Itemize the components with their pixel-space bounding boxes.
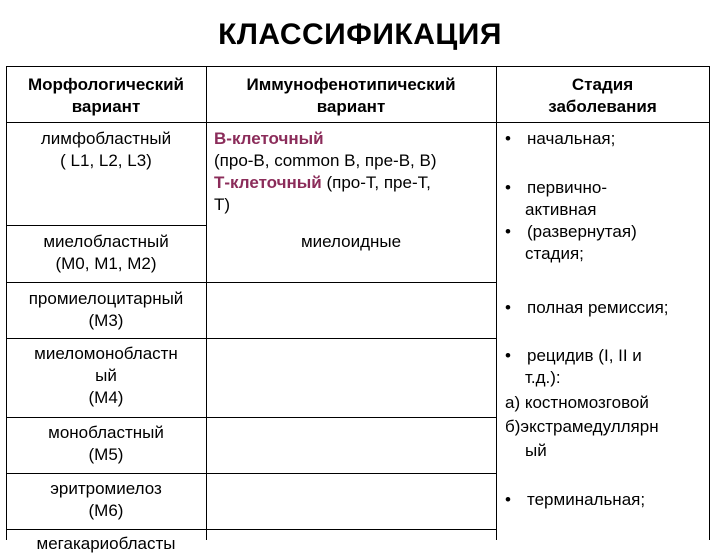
morph-cell-megakaryoblastic: мегакариобласты	[36, 534, 176, 553]
row-divider	[6, 282, 496, 283]
morph-cell-promyelocytic: промиелоцитарный (М3)	[28, 289, 184, 330]
row-divider	[6, 473, 496, 474]
row-divider	[6, 529, 496, 530]
header-morphological: Морфологический вариант	[28, 75, 184, 116]
immuno-t-cell-detail: (про-Т, пре-Т,	[321, 173, 431, 192]
row-divider	[6, 417, 496, 418]
row-divider	[6, 338, 496, 339]
table-right-border	[709, 66, 710, 540]
bullet-icon: •	[505, 346, 511, 365]
morph-cell-monoblastic: монобластный (М5)	[48, 423, 164, 464]
morph-cell-lymphoblastic: лимфобластный ( L1, L2, L3)	[40, 129, 172, 170]
immuno-myeloid: миелоидные	[300, 232, 402, 251]
header-bottom-border	[6, 122, 709, 123]
stage-relapse-extramedullary: б)экстрамедуллярн	[505, 417, 659, 436]
morph-cell-erythromyelosis: эритромиелоз (М6)	[50, 479, 162, 520]
header-immunophenotypic: Иммунофенотипический вариант	[246, 75, 456, 116]
bullet-icon: •	[505, 490, 511, 509]
stage-expanded-cont: стадия;	[525, 244, 584, 263]
morph-cell-myelomonoblastic: миеломонобластн ый (М4)	[34, 344, 178, 407]
immuno-t-cell-detail-cont: Т)	[214, 195, 231, 214]
bullet-icon: •	[505, 222, 511, 241]
bullet-icon: •	[505, 178, 511, 197]
page-title: КЛАССИФИКАЦИЯ	[218, 18, 502, 51]
immuno-t-cell-label: Т-клеточный	[214, 173, 322, 192]
column-divider	[496, 66, 497, 540]
header-stage: Стадия заболевания	[548, 75, 657, 116]
stage-primary-active-cont: активная	[525, 200, 597, 219]
bullet-icon: •	[505, 129, 511, 148]
immuno-b-cell-detail: (про-В, common B, пре-В, В)	[214, 151, 437, 170]
stage-relapse-extramedullary-cont: ый	[525, 441, 547, 460]
morph-cell-myeloblastic: миелобластный (М0, М1, М2)	[43, 232, 169, 273]
table-top-border	[6, 66, 709, 67]
stage-relapse-cont: т.д.):	[525, 368, 561, 387]
row-divider	[6, 225, 206, 226]
column-divider	[206, 66, 207, 540]
immuno-t-cell-line	[214, 172, 431, 194]
immuno-b-cell-label: В-клеточный	[214, 129, 324, 148]
stage-relapse-bone-marrow: а) костномозговой	[505, 393, 649, 412]
bullet-icon: •	[505, 298, 511, 317]
